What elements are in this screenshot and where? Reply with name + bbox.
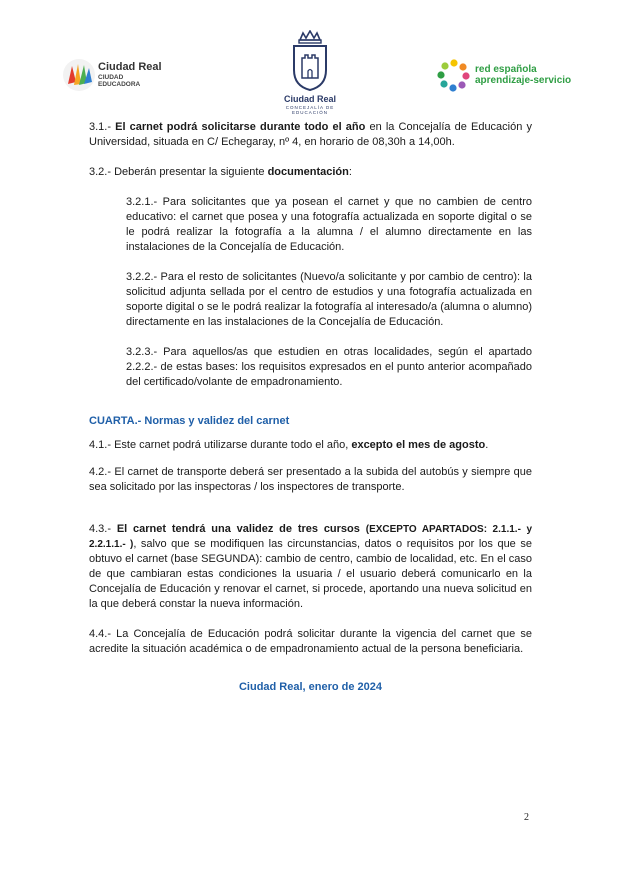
p41-bold: excepto el mes de agosto xyxy=(351,439,486,451)
logo-left-line3: EDUCADORA xyxy=(98,81,141,88)
page-header xyxy=(0,30,620,125)
city-crest-icon xyxy=(285,30,335,92)
ciudad-real-educadora-logo xyxy=(62,58,182,94)
hands-emblem-icon xyxy=(62,58,96,92)
flower-emblem-icon xyxy=(437,58,471,92)
p31-bold: El carnet podrá solicitarse durante todo el año xyxy=(115,121,366,133)
p43-prefix: 4.3.- xyxy=(89,523,117,535)
logo-center-subtitle: CONCEJALÍA DE EDUCACIÓN xyxy=(285,105,335,115)
section-heading-cuarta: CUARTA.- Normas y validez del carnet xyxy=(89,415,290,427)
red-aprendizaje-servicio-logo xyxy=(437,58,587,90)
p32-suffix: : xyxy=(348,166,352,178)
logo-right-line2: aprendizaje-servicio xyxy=(475,75,572,86)
closing-place-date: Ciudad Real, enero de 2024 xyxy=(238,681,383,693)
p31-rest: en la Concejalía de Educación y Universidad, situada en C/ Echegaray, nº 4, en horario de 08,30h a 14,00h. xyxy=(89,121,532,148)
logo-left-line2: CIUDAD xyxy=(98,74,124,81)
document-body xyxy=(89,120,532,695)
paragraph-3-2-2: 3.2.2.- Para el resto de solicitantes (Nuevo/a solicitante y por cambio de centro): la solicitud adjunta sellada por el centro de estudios y una fotografía actualizada en soporte digital o se le podrá realizar la fotografía al interesado/a (alumna o alumno) directamente en las instalaciones de la Concejalía de Educación. xyxy=(126,271,532,328)
paragraph-3-2-3: 3.2.3.- Para aquellos/as que estudien en otras localidades, según el apartado 2.2.2.- de estas bases: los requisitos expresados en el punto anterior acompañado del certificado/volante de empadronamiento. xyxy=(126,346,532,388)
p43-bold-validity: El carnet tendrá una validez de tres cursos xyxy=(116,523,360,535)
p41-suffix: . xyxy=(485,439,489,451)
paragraph-4-1 xyxy=(89,438,532,453)
paragraph-3-2-1: 3.2.1.- Para solicitantes que ya posean el carnet y que no cambien de centro educativo: el carnet que posea y una fotografía actualizada en soporte digital o se le podrá realizar la fotografía a la alumna / el alumno directamente en las instalaciones de la Concejalía de Educación. xyxy=(126,196,532,253)
p43-rest: , salvo que se modifiquen las circunstancias, datos o requisitos por los que se obtuvo el carnet (base SEGUNDA): cambio de centro, cambio de localidad, etc. En el caso de que cambiaran estas condiciones la usuaria / el usuario deberá comunicarlo en la Concejalía de Educación y renovar el carnet, si procede, aportando una nueva solicitud en la que deberá constar la nueva información. xyxy=(89,538,532,610)
p43-bold-exceptions: (EXCEPTO APARTADOS: 2.1.1.- y 2.2.1.1.- ) xyxy=(89,524,533,550)
logo-left-subtitle xyxy=(98,74,140,88)
paragraph-4-4: 4.4.- La Concejalía de Educación podrá solicitar durante la vigencia del carnet que se acredite la situación académica o de empadronamiento actual de la persona beneficiaria. xyxy=(89,628,532,655)
page-number: 2 xyxy=(524,812,529,823)
paragraph-3-1 xyxy=(89,120,532,150)
paragraph-4-2: 4.2.- El carnet de transporte deberá ser presentado a la subida del autobús y siempre que sea solicitado por las inspectoras / los inspectores de transporte. xyxy=(89,466,532,493)
p32-bold: documentación xyxy=(267,166,349,178)
p41-prefix: 4.1.- Este carnet podrá utilizarse durante todo el año, xyxy=(89,439,352,451)
logo-left-title: Ciudad Real xyxy=(98,61,162,73)
p32-prefix: 3.2.- Deberán presentar la siguiente xyxy=(89,166,268,178)
logo-center-title: Ciudad Real xyxy=(283,94,336,104)
paragraph-3-2 xyxy=(89,165,532,180)
p31-prefix: 3.1.- xyxy=(89,121,116,133)
ciudad-real-crest-logo xyxy=(285,30,335,125)
logo-right-line1: red española xyxy=(475,64,537,75)
paragraph-4-3 xyxy=(89,522,532,612)
